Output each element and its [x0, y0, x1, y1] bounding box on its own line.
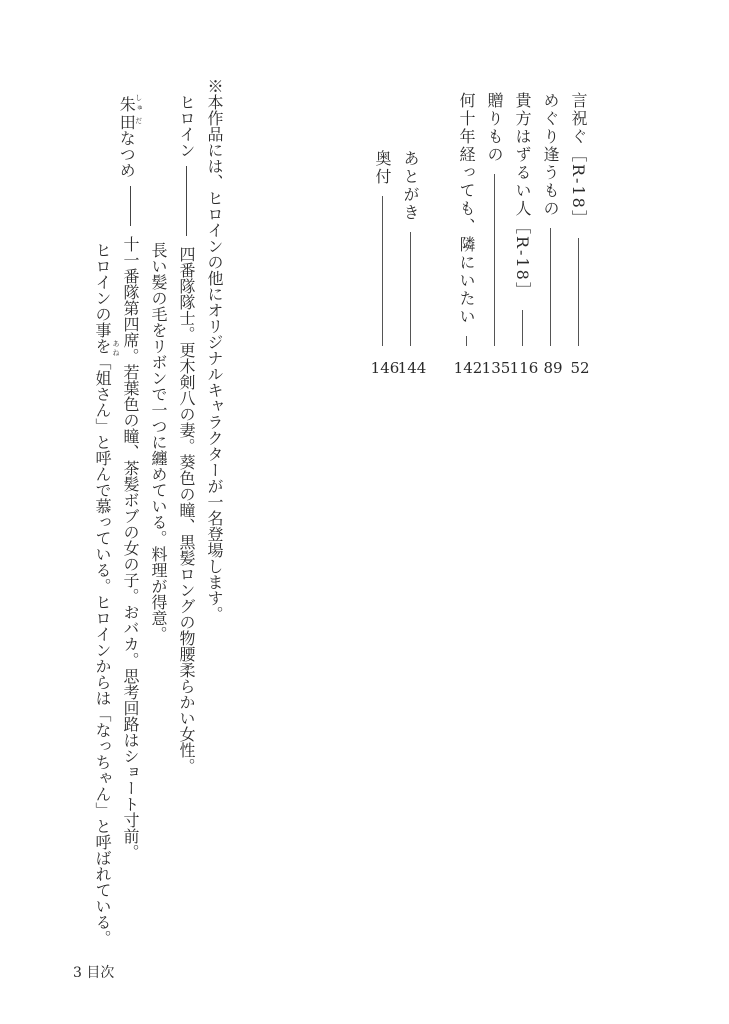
toc-item[interactable]: [513, 92, 531, 346]
page-number: 116: [509, 359, 539, 377]
heroine-name: ヒロイン: [177, 94, 196, 158]
toc-title: 奥付: [373, 150, 392, 186]
toc-item[interactable]: [457, 92, 475, 346]
page-number: 89: [543, 359, 563, 377]
leader-line: [382, 196, 383, 346]
leader-line: [522, 310, 523, 346]
toc-item[interactable]: [541, 92, 559, 346]
dash-divider: [130, 186, 131, 226]
toc-title: 贈りもの: [485, 92, 504, 164]
page-number: 144: [397, 359, 427, 377]
natsume-entry: [117, 94, 143, 860]
toc-item[interactable]: [569, 92, 587, 346]
dash-divider: [186, 166, 187, 236]
natsume-desc-2-col: [93, 242, 111, 946]
toc-title: 貴方はずるい人［R-18］: [513, 92, 532, 300]
heroine-desc-2: 長い髪の毛をリボンで一つに纏めている。料理が得意。: [149, 242, 168, 642]
ruby-ane: あね: [112, 340, 120, 358]
leader-line: [550, 228, 551, 346]
heroine-entry: [177, 94, 195, 774]
toc-title: 言祝ぐ［R-18］: [569, 92, 588, 228]
intro-note: [205, 78, 223, 622]
toc-title: めぐり逢うもの: [541, 92, 560, 218]
toc-item[interactable]: [485, 92, 503, 346]
page-number: 52: [570, 359, 590, 377]
toc-item[interactable]: [401, 150, 419, 346]
natsume-name: 朱しゅ田だなつめ: [117, 94, 143, 178]
toc-item[interactable]: [373, 150, 391, 346]
heroine-desc-1: 四番隊隊士。更木剣八の妻。葵色の瞳、黒髪ロングの物腰柔らかい女性。: [177, 246, 196, 774]
leader-line: [494, 174, 495, 346]
toc-title: 何十年経っても、隣にいたい: [457, 92, 476, 326]
page-footer: 3 目次: [73, 965, 115, 981]
leader-line: [466, 336, 467, 346]
leader-line: [578, 238, 579, 346]
natsume-desc-2: ヒロインの事を「姐さん」と呼んで慕っている。ヒロインからは「なっちゃん」と呼ばれている。: [93, 242, 112, 946]
intro-text: ※本作品には、ヒロインの他にオリジナルキャラクターが一名登場します。: [205, 78, 224, 622]
page-number: 135: [481, 359, 511, 377]
toc-title: あとがき: [401, 150, 420, 222]
leader-line: [410, 232, 411, 346]
page-number: 146: [370, 359, 400, 377]
heroine-desc-2-col: [149, 242, 167, 642]
natsume-desc-1: 十一番隊第四席。若葉色の瞳、茶髪ボブの女の子。おバカ。思考回路はショート寸前。: [121, 236, 140, 860]
page-number: 142: [453, 359, 483, 377]
